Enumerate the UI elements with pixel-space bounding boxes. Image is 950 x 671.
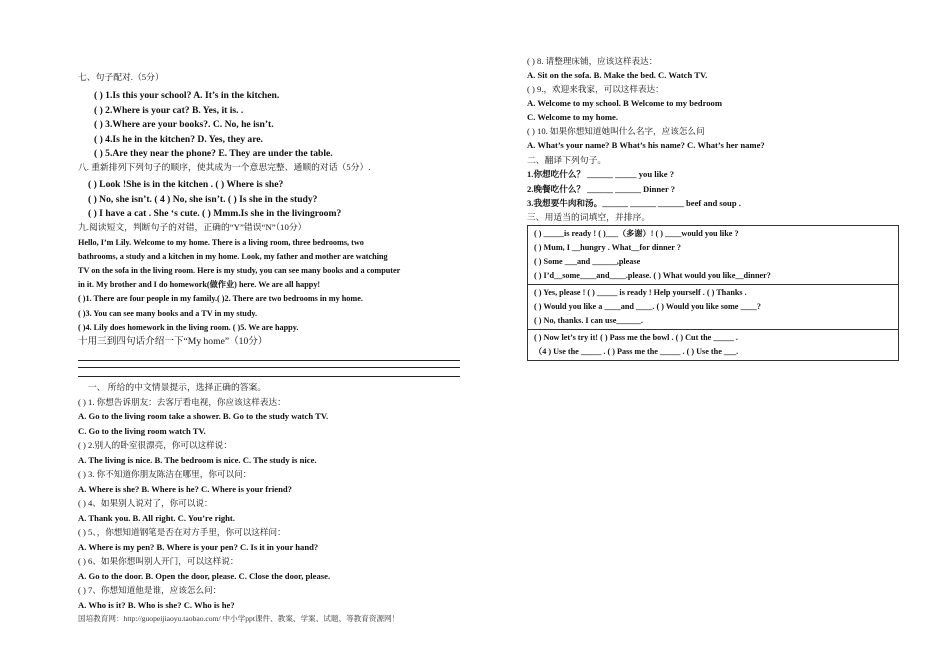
choice-line-3: C. Go to the living room watch TV.: [78, 425, 206, 436]
writing-line-1: [78, 360, 460, 361]
choice-line-5: A. The living is nice. B. The bedroom is nice. C. The study is nice.: [78, 454, 317, 465]
reorder-line-1: ( ) Look !She is in the kitchen . ( ) Where is she?: [88, 179, 284, 190]
section-1-title: 一、 所给的中文情景提示，选择正确的答案。: [88, 382, 267, 392]
page-footer: 国培教育网：http://guopeijiaoyu.taobao.com/ 中小学ppt课件、教案、学案、试题、等教育资源网！: [78, 614, 400, 623]
translate-item-2: 2.晚餐吃什么？ ______ ______ Dinner ?: [527, 183, 676, 194]
table-row: ( ) No, thanks. I can use______.: [534, 316, 643, 325]
translate-item-1: 1.你想吃什么？ ______ _____ you like ?: [527, 169, 675, 179]
matching-item-5: ( ) 5.Are they near the phone? E. They are under the table.: [94, 148, 333, 159]
table-row: （4 ) Use the _____ . ( ) Pass me the _____ . ( ) Use the ___.: [534, 347, 739, 356]
fill-in-table: [527, 225, 899, 361]
question-9-options: A. Welcome to my school. B Welcome to my bedroom: [527, 98, 723, 108]
question-8-options: A. Sit on the sofa. B. Make the bed. C. Watch TV.: [527, 70, 708, 80]
choice-line-11: A. Where is my pen? B. Where is your pen? C. Is it in your hand?: [78, 541, 319, 552]
question-10-options: A. What’s your name? B What’s his name? C. What’s her name?: [527, 140, 765, 150]
choice-line-14: ( ) 7、你想知道他是谁，应该怎么问：: [78, 585, 222, 595]
reorder-line-3: ( ) I have a cat . She ‘s cute. ( ) Mmm.Is she in the livingroom?: [88, 208, 342, 219]
translate-item-3: 3.我想要牛肉和汤。______ ______ ______ beef and soup .: [527, 198, 741, 208]
matching-item-4: ( ) 4.Is he in the kitchen? D. Yes, they are.: [94, 133, 263, 145]
matching-item-1: ( ) 1.Is this your school? A. It’s in the kitchen.: [94, 90, 280, 101]
table-row: ( ) _____is ready ! ( )___（多谢）! ( ) ____would you like ?: [534, 229, 739, 238]
table-group-3: [528, 330, 898, 360]
choice-line-13: A. Go to the door. B. Open the door, please. C. Close the door, please.: [78, 570, 331, 581]
choice-line-15: A. Who is it? B. Who is she? C. Who is he?: [78, 599, 235, 610]
choice-line-4: ( ) 2.别人的卧室很漂亮，你可以这样说：: [78, 440, 232, 450]
reorder-line-2: ( ) No, she isn’t. ( 4 ) No, she isn’t. ( ) Is she in the study?: [88, 193, 318, 205]
table-row: ( ) Some ___and ______,please: [534, 257, 641, 266]
table-row: ( ) I’d__some____and____.please. ( ) What would you like__dinner?: [534, 271, 771, 280]
passage-line-2: bathrooms, a study and a kitchen in my home. Look, my father and mother are watching: [78, 252, 388, 261]
question-9-option-c: C. Welcome to my home.: [527, 112, 619, 122]
choice-line-1: ( ) 1. 你想告诉朋友：去客厅看电视，你应该这样表达：: [78, 396, 286, 407]
matching-item-3: ( ) 3.Where are your books?. C. No, he isn’t.: [94, 119, 274, 130]
table-group-2: [528, 285, 898, 330]
section-7-title: 七、句子配对.（5分）: [78, 72, 164, 82]
choice-line-2: A. Go to the living room take a shower. B. Go to the study watch TV.: [78, 411, 329, 421]
section-9-title: 九.阅读短文，判断句子的对错，正确的“Y”错误“N”（10分）: [78, 222, 307, 232]
table-row: ( ) Would you like a ____and ____. ( ) Would you like some ____?: [534, 302, 761, 311]
table-row: ( ) Mum, I __hungry . What__for dinner ?: [534, 243, 681, 252]
table-group-1: [528, 226, 898, 285]
section-8-title: 八. 重新排列下列句子的顺序，使其成为一个意思完整、通顺的对话（5分）.: [78, 162, 371, 172]
choice-line-8: ( ) 4、如果别人说对了，你可以说：: [78, 498, 213, 508]
section-2-title: 二、翻译下列句子。: [527, 155, 607, 165]
question-8: ( ) 8. 请整理床铺，应该这样表达：: [527, 56, 658, 66]
choice-line-12: ( ) 6、如果你想叫别人开门，可以这样说：: [78, 556, 239, 566]
table-row: ( ) Yes, please ! ( ) _____ is ready ! Help yourself . ( ) Thanks .: [534, 288, 747, 297]
choice-line-6: ( ) 3. 你不知道你朋友陈洁在哪里，你可以问：: [78, 469, 252, 479]
section-10-title: 十用三到四句话介绍一下“My home”（10分）: [78, 336, 268, 347]
writing-line-2: [78, 367, 460, 368]
passage-line-3: TV on the sofa in the living room. Here is my study, you can see many books and a computer: [78, 266, 401, 275]
table-row: ( ) Now let’s try it! ( ) Pass me the bowl . ( ) Cut the _____ .: [534, 333, 738, 342]
section-3-title: 三、用适当的词填空，并排序。: [527, 212, 651, 222]
judge-item-1: ( )1. There are four people in my family.( )2. There are two bedrooms in my home.: [78, 294, 363, 303]
question-9: ( ) 9.，欢迎来我家，可以这样表达：: [527, 84, 664, 94]
matching-item-2: ( ) 2.Where is your cat? B. Yes, it is. .: [94, 104, 244, 116]
choice-line-10: ( ) 5、，你想知道钢笔是否在对方手里，你可以这样问：: [78, 527, 286, 537]
choice-line-9: A. Thank you. B. All right. C. You’re right.: [78, 512, 235, 523]
judge-item-3: ( )4. Lily does homework in the living room. ( )5. We are happy.: [78, 323, 299, 332]
passage-line-1: Hello, I’m Lily. Welcome to my home. There is a living room, three bedrooms, two: [78, 238, 364, 247]
choice-line-7: A. Where is she? B. Where is he? C. Where is your friend?: [78, 483, 292, 494]
judge-item-2: ( )3. You can see many books and a TV in my study.: [78, 309, 258, 318]
writing-line-3: [78, 376, 460, 377]
question-10: ( ) 10. 如果你想知道她叫什么名字，应该怎么问: [527, 126, 705, 136]
passage-line-4: in it. My brother and I do homework(做作业) here. We are all happy!: [78, 280, 321, 289]
